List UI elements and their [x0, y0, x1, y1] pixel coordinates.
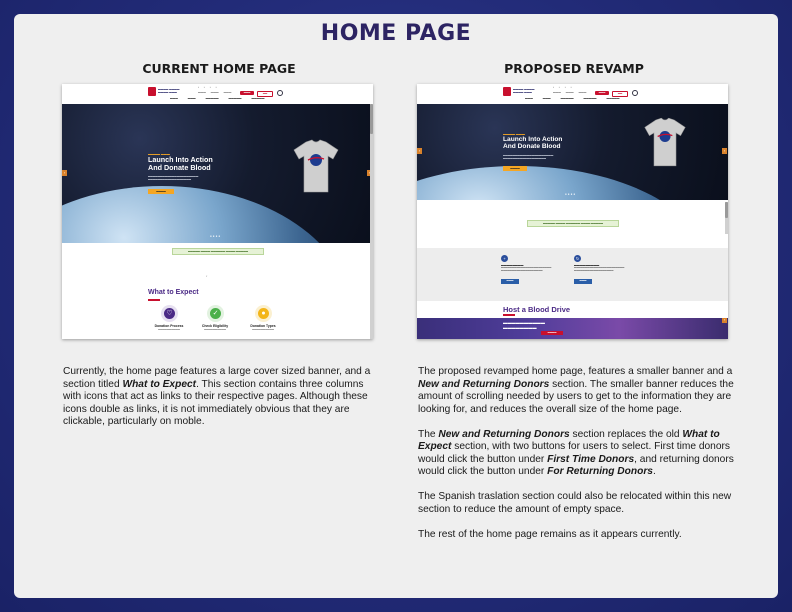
hero-subtext: ▬▬▬▬▬▬▬▬▬▬▬▬▬▬▬▬▬▬▬▬▬ ▬▬▬▬▬▬▬▬▬▬▬▬▬▬▬▬▬▬ — [148, 175, 199, 181]
site-nav — [62, 84, 373, 104]
check-eligibility-link[interactable] — [207, 305, 224, 322]
current-home-page-heading: CURRENT HOME PAGE — [142, 61, 296, 76]
check-eligibility-label[interactable]: Check Eligibility — [201, 324, 229, 328]
site-nav — [417, 84, 728, 104]
proposed-revamp-screenshot — [417, 84, 728, 339]
donation-process-text: ▬▬▬▬▬▬▬▬▬▬ — [158, 329, 180, 331]
scrollbar-thumb[interactable] — [370, 104, 373, 134]
returning-donor-icon: ↻ — [575, 256, 580, 261]
donation-types-label[interactable]: Donation Types — [250, 324, 276, 328]
returning-donors-text: ▬▬▬▬▬▬▬▬▬▬▬▬▬▬▬▬▬▬▬▬▬▬▬ ▬▬▬▬▬▬▬▬▬▬▬▬▬▬▬▬▬▬ — [574, 267, 625, 272]
hero-banner — [417, 104, 728, 200]
carousel-prev-arrow[interactable]: ‹ — [418, 148, 421, 153]
heading-underline — [148, 299, 160, 301]
donation-types-link[interactable] — [255, 305, 272, 322]
hero-title: Launch Into Action And Donate Blood — [148, 155, 213, 173]
proposed-description: The proposed revamped home page, features a smaller banner and a New and Returning Donors section. The smaller banner reduces the amount of scrolling needed by users to get to the information they are looking for, and reduces the overall size of the home page. The New and Returning Donors section replaces the old What to Expect section, with two buttons for users to select. First time donors would click the button under First Time Donors, and returning donors would click the button under For Returning Donors. The Spanish traslation section could also be relocated within this new section to reduce the amount of empty space. The rest of the home page remains as it appears currently. — [418, 366, 734, 540]
check-icon: ✓ — [210, 308, 221, 319]
carousel-prev-arrow[interactable]: ‹ — [63, 170, 66, 175]
what-to-expect-heading: What to Expect — [148, 289, 199, 296]
host-drive-button[interactable]: ▬▬▬▬ — [541, 331, 563, 335]
nav-secondary-links[interactable]: ▬▬▬ ▬▬▬ ▬▬▬ — [553, 91, 587, 94]
content-card — [14, 14, 778, 598]
check-eligibility-text: ▬▬▬▬▬▬▬▬▬▬ — [204, 329, 226, 331]
first-time-donor-icon: + — [501, 255, 508, 262]
logo-wordmark: ▬▬▬▬ ▬▬▬▬ ▬▬▬▬ ▬▬▬ — [513, 88, 535, 94]
host-a-blood-drive-heading: Host a Blood Drive — [503, 305, 571, 314]
tshirt-image — [292, 138, 340, 194]
new-and-returning-donors-section — [417, 248, 728, 301]
page-title: HOME PAGE — [320, 21, 472, 46]
scrollbar[interactable] — [725, 202, 728, 234]
drop-icon: ● — [258, 308, 269, 319]
hero-cta-button[interactable]: ▬▬▬▬ — [503, 166, 527, 171]
tshirt-image — [643, 116, 687, 168]
donation-process-label[interactable]: Donation Process — [154, 324, 184, 328]
logo-mark-icon — [503, 87, 511, 96]
search-icon[interactable] — [632, 90, 638, 96]
scroll-indicator: ▾ — [206, 275, 208, 278]
spanish-translation-notice[interactable]: ▬▬▬▬▬ ▬▬▬▬ ▬▬▬▬▬▬ ▬▬▬▬ ▬▬▬▬▬ — [172, 248, 264, 255]
host-drive-banner — [417, 318, 728, 339]
nav-utility-links[interactable]: ▪ ▪ ▪ ▪ — [198, 86, 217, 89]
returning-donors-button[interactable]: ▬▬▬ — [574, 279, 592, 284]
search-icon[interactable] — [277, 90, 283, 96]
nav-secondary-links[interactable]: ▬▬▬ ▬▬▬ ▬▬▬ — [198, 91, 232, 94]
nav-utility-links[interactable]: ▪ ▪ ▪ ▪ — [553, 86, 572, 89]
site-logo — [503, 87, 543, 97]
hero-kicker: ▬▬▬▬ ▬▬▬ — [503, 132, 525, 136]
hero-kicker: ▬▬▬▬ ▬▬▬ — [148, 152, 170, 156]
hero-title: Launch Into Action And Donate Blood — [503, 136, 563, 151]
scrollbar[interactable] — [370, 104, 373, 339]
logo-wordmark: ▬▬▬▬ ▬▬▬▬ ▬▬▬▬ ▬▬▬ — [158, 88, 180, 94]
host-drive-caption: ▬▬▬▬▬▬▬▬▬▬ ▬▬▬▬▬▬▬▬ — [503, 320, 545, 330]
carousel-next-arrow[interactable]: › — [723, 148, 726, 153]
carousel-next-arrow[interactable]: › — [723, 318, 726, 322]
logo-mark-icon — [148, 87, 156, 96]
first-time-donors-title: ▬▬▬▬▬▬▬▬ — [501, 263, 524, 267]
carousel-dots[interactable]: ●●●● — [565, 192, 577, 196]
earth-image — [62, 186, 352, 243]
spanish-translation-notice[interactable]: ▬▬▬▬▬ ▬▬▬▬ ▬▬▬▬▬▬ ▬▬▬▬ ▬▬▬▬▬ — [527, 220, 619, 227]
nav-login-button[interactable]: ▬▬ — [257, 91, 273, 97]
nav-main-menu[interactable]: ▬▬▬ ▬▬▬ ▬▬▬▬▬ ▬▬▬▬▬ ▬▬▬▬▬ — [525, 97, 620, 100]
returning-donors-title: ▬▬▬▬▬▬▬▬▬ — [574, 263, 600, 267]
first-time-donors-text: ▬▬▬▬▬▬▬▬▬▬▬▬▬▬▬▬▬▬▬▬▬▬▬ ▬▬▬▬▬▬▬▬▬▬▬▬▬▬▬▬▬▬▬ — [501, 267, 552, 272]
hero-cta-button[interactable]: ▬▬▬▬ — [148, 189, 174, 194]
nav-main-menu[interactable]: ▬▬▬ ▬▬▬ ▬▬▬▬▬ ▬▬▬▬▬ ▬▬▬▬▬ — [170, 97, 265, 100]
proposed-revamp-heading: PROPOSED REVAMP — [504, 61, 644, 76]
current-home-page-screenshot — [62, 84, 373, 339]
hero-subtext: ▬▬▬▬▬▬▬▬▬▬▬▬▬▬▬▬▬▬▬▬▬ ▬▬▬▬▬▬▬▬▬▬▬▬▬▬▬▬▬▬ — [503, 154, 554, 160]
hero-banner — [62, 104, 373, 243]
nav-donate-button[interactable]: ▬▬▬ — [595, 91, 609, 95]
earth-image — [417, 166, 707, 200]
site-logo — [148, 87, 188, 97]
scrollbar-thumb[interactable] — [725, 202, 728, 218]
donation-process-link[interactable] — [161, 305, 178, 322]
heart-icon: ♡ — [164, 308, 175, 319]
heading-underline — [503, 314, 515, 316]
current-description: Currently, the home page features a large cover sized banner, and a section titled What to Expect. This section contains three columns with icons that act as links to their respective pages. Although these icons double as links, it is not immediately obvious that they are clickable, particularly on moble. — [63, 366, 371, 427]
donation-types-text: ▬▬▬▬▬▬▬▬▬▬ — [252, 329, 274, 331]
nav-donate-button[interactable]: ▬▬▬ — [240, 91, 254, 95]
nav-login-button[interactable]: ▬▬ — [612, 91, 628, 97]
first-time-donors-button[interactable]: ▬▬▬ — [501, 279, 519, 284]
carousel-dots[interactable]: ●●●● — [210, 234, 222, 238]
